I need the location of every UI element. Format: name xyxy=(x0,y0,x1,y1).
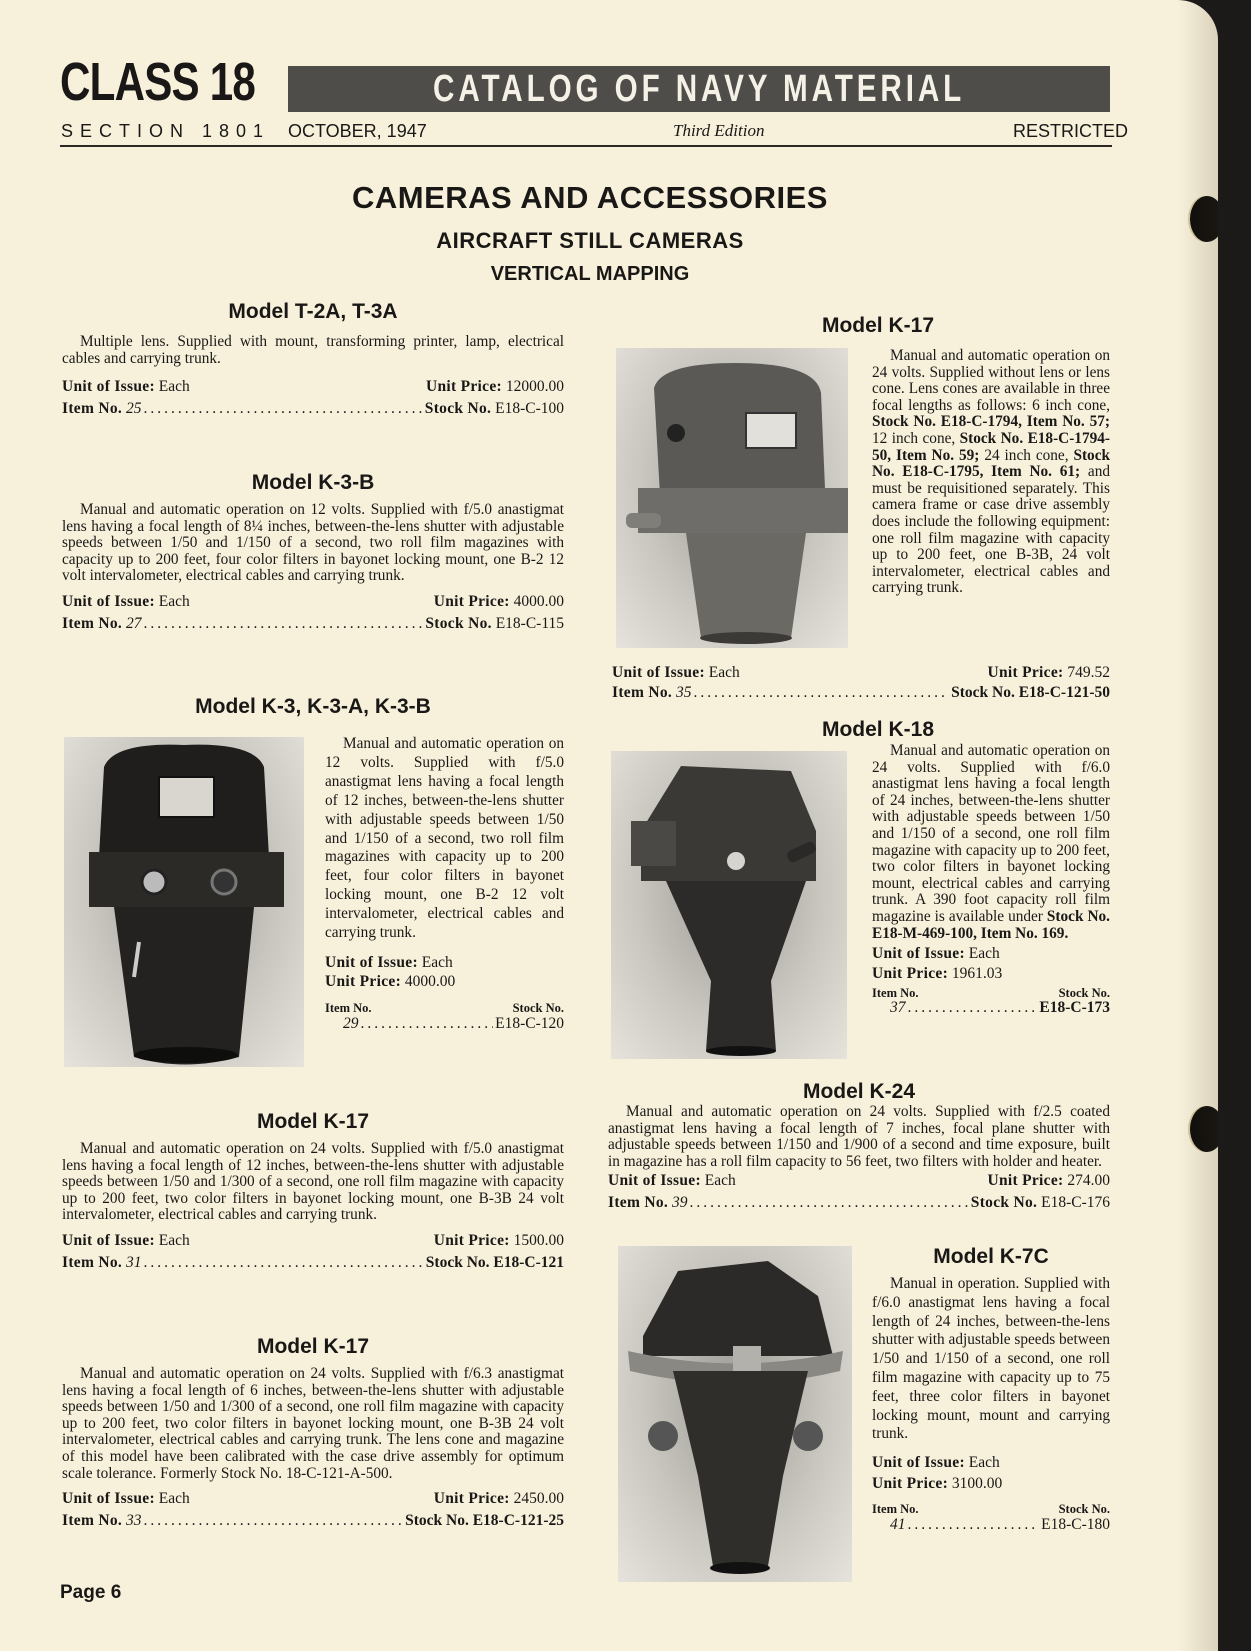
camera-k17-photo xyxy=(616,348,848,648)
catalog-banner xyxy=(288,66,1110,112)
unit-of-issue: Each xyxy=(708,664,740,681)
model-description: Manual and automatic operation on 24 volts. Supplied with f/5.0 anastigmat lens having a focal length of 12 inches, between-the-lens shutter with adjustable speeds between 1/50 and 1/300 of a second, one roll film magazine with capacity up to 200 feet, two color filters in bayonet locking mount, one B-3B 24 volt intervalometer, electrical cables and carrying trunk. xyxy=(62,1140,564,1224)
issue-price-row: Unit of Issue: Each Unit Price: 749.52 xyxy=(612,664,1110,681)
item-number: 27 xyxy=(125,614,142,632)
stock-number: E18-C-173 xyxy=(1039,999,1110,1017)
catalog-entry xyxy=(62,300,564,420)
leader-dots xyxy=(143,613,423,635)
model-title: Model K-3-B xyxy=(251,471,375,494)
binder-hole xyxy=(1190,196,1218,242)
item-stock-row: Item No. 25 ..... Stock No. E18-C-100 xyxy=(62,398,564,420)
catalog-entry xyxy=(608,1080,1110,1214)
item-stock-row: Item No. 31 ..... Stock No. E18-C-121 xyxy=(62,1252,564,1274)
unit-of-issue: Each xyxy=(968,945,1000,963)
leader-dots xyxy=(143,1510,403,1532)
binder-hole xyxy=(1190,1106,1218,1152)
leader-dots xyxy=(689,1192,968,1214)
unit-price: 2450.00 xyxy=(513,1490,564,1508)
unit-price: 749.52 xyxy=(1067,664,1110,681)
camera-k7c-photo xyxy=(618,1246,852,1582)
unit-of-issue: Each xyxy=(704,1172,736,1190)
unit-price: 4000.00 xyxy=(404,972,456,990)
item-number: 29 xyxy=(343,1014,359,1032)
publication-date: OCTOBER, 1947 xyxy=(288,121,427,141)
model-title: Model K-18 xyxy=(821,718,934,741)
camera-k7c-illustration xyxy=(618,1246,852,1582)
camera-k3-illustration xyxy=(64,737,304,1067)
model-title: Model K-3, K-3-A, K-3-B xyxy=(195,695,431,718)
issue-price-block: Unit of Issue: Each Unit Price: 4000.00 xyxy=(325,953,456,990)
issue-price-row: Unit of Issue: Each Unit Price: 274.00 xyxy=(608,1172,1110,1190)
stock-number: E18-C-115 xyxy=(495,614,564,632)
issue-price-block: Unit of Issue: Each Unit Price: 1961.03 xyxy=(872,945,1003,983)
unit-of-issue: Each xyxy=(158,378,190,396)
item-stock-row xyxy=(872,1000,1110,1016)
model-description: Manual and automatic operation on 24 volts. Supplied without lens or lens cone. Lens cones are available in three focal lengths as follows: 6 inch cone, Stock No. E18-C-1794, Item No. 57; 12 inch cone, Stock No. E18-C-1794-50, Item No. 59; 24 inch cone, Stock No. E18-C-1795, Item No. 61; and must be requisitioned separately. This camera frame or case drive assembly does include the following equipment: one roll film magazine with capacity up to 200 feet, one B-3B, 24 volt intervalometer, electrical cables and carrying trunk. xyxy=(872,347,1110,597)
model-description: Manual and automatic operation on 12 volts. Supplied with f/5.0 anastigmat lens having a focal length of 8¼ inches, between-the-lens shutter with adjustable speeds between 1/50 and 1/150 of a second, two roll film magazines with capacity up to 200 feet, four color filters in bayonet locking mount, one B-2 12 volt intervalometer, electrical cables and carrying trunk. xyxy=(62,501,564,585)
unit-of-issue: Each xyxy=(158,592,190,610)
stock-number: E18-C-176 xyxy=(1041,1194,1110,1212)
unit-price: 4000.00 xyxy=(513,592,564,610)
catalog-entry xyxy=(325,735,564,1033)
model-title: Model K-7C xyxy=(933,1245,1049,1268)
model-description: Manual and automatic operation on 12 volts. Supplied with f/5.0 anastigmat lens having a focal length of 12 inches, between-the-lens shutter with adjustable speeds between 1/50 and 1/150 of a second, two roll film magazines with capacity up to 200 feet, four color filters in bayonet locking mount, one B-2 12 volt intervalometer, electrical cables and carrying trunk. xyxy=(325,735,564,942)
item-stock-row xyxy=(325,1015,564,1033)
banner-title: CATALOG OF NAVY MATERIAL xyxy=(432,67,966,110)
item-number: 31 xyxy=(125,1253,142,1271)
unit-of-issue: Each xyxy=(968,1454,1000,1472)
item-stock-row: Item No. 27 ..... Stock No. E18-C-115 xyxy=(62,613,564,635)
model-description: Manual and automatic operation on 24 volts. Supplied with f/6.3 anastigmat lens having a focal length of 6 inches, between-the-lens shutter with adjustable speeds between 1/50 and 1/300 of a second, one roll film magazine with capacity up to 200 feet, two color filters in bayonet locking mount, one B-3B 24 volt intervalometer, electrical cables and carrying trunk. The lens cone and magazine of this model have been calibrated with the case drive assembly for optimum scale tolerance. Formerly Stock No. 18-C-121-A-500. xyxy=(62,1365,564,1482)
stock-number: E18-C-121-25 xyxy=(472,1512,564,1530)
category-heading: AIRCRAFT STILL CAMERAS xyxy=(436,228,744,253)
stock-number: E18-C-120 xyxy=(495,1014,564,1032)
item-stock-header: Item No. Stock No. xyxy=(872,1502,1110,1517)
model-title: Model K-24 xyxy=(802,1080,915,1103)
unit-of-issue: Each xyxy=(421,953,453,971)
item-number: 37 xyxy=(890,999,906,1017)
catalog-entry xyxy=(872,1245,1110,1534)
item-stock-header: Item No. Stock No. xyxy=(325,1000,564,1015)
catalog-entry xyxy=(872,348,1110,597)
item-number: 25 xyxy=(125,400,142,418)
class-title: CLASS 18 xyxy=(60,52,256,112)
issue-price-row: Unit of Issue: Each Unit Price: 2450.00 xyxy=(62,1490,564,1508)
model-description: Multiple lens. Supplied with mount, transforming printer, lamp, electrical cables and carrying trunk. xyxy=(62,333,564,367)
subcategory-heading: VERTICAL MAPPING xyxy=(490,263,690,285)
camera-k3-photo xyxy=(64,737,304,1067)
leader-dots xyxy=(361,1015,494,1033)
stock-number: E18-C-100 xyxy=(495,400,564,418)
item-number: 41 xyxy=(890,1516,906,1534)
stock-number: E18-C-180 xyxy=(1041,1516,1110,1534)
model-description: Manual in operation. Supplied with f/6.0 anastigmat lens having a focal length of 24 inches, between-the-lens shutter with adjustable speeds between 1/50 and 1/150 of a second, one roll film magazine with capacity up to 75 feet, three color filters in bayonet locking mount, mount and carrying trunk. xyxy=(872,1275,1110,1443)
issue-price-block: Unit of Issue: Each Unit Price: 3100.00 xyxy=(872,1454,1003,1493)
edition: Third Edition xyxy=(673,121,765,140)
camera-k17-illustration xyxy=(616,348,848,648)
item-stock-header: Item No. Stock No. xyxy=(872,986,1110,1001)
unit-price: 1500.00 xyxy=(513,1231,564,1249)
leader-dots xyxy=(143,1252,423,1274)
issue-price-row: Unit of Issue: Each Unit Price: 1500.00 xyxy=(62,1231,564,1249)
item-stock-row: Item No. 33 ..... Stock No. E18-C-121-25 xyxy=(62,1510,564,1532)
unit-price: 12000.00 xyxy=(505,378,564,396)
catalog-entry xyxy=(62,1335,564,1532)
item-number: 35 xyxy=(675,684,692,701)
camera-k18-photo xyxy=(611,751,847,1059)
stock-number: E18-C-121-50 xyxy=(1018,684,1110,701)
model-title: Model T-2A, T-3A xyxy=(228,300,398,323)
model-description: Manual and automatic operation on 24 volts. Supplied with f/2.5 coated anastigmat lens having a focal length of 7 inches, focal plane shutter with adjustable speeds between 1/150 and 1/900 of a second and time exposure, built in magazine has a roll film capacity to 56 feet, two filters with holder and heater. xyxy=(608,1103,1110,1170)
catalog-entry xyxy=(62,1110,564,1274)
item-number: 33 xyxy=(125,1512,142,1530)
model-title: Model K-17 xyxy=(821,314,934,337)
camera-k18-illustration xyxy=(611,751,847,1059)
leader-dots xyxy=(908,1516,1040,1534)
unit-of-issue: Each xyxy=(158,1490,190,1508)
header-rule xyxy=(60,145,1112,147)
model-description: Manual and automatic operation on 24 volts. Supplied with f/6.0 anastigmat lens having a focal length of 24 inches, between-the-lens shutter with adjustable speeds between 1/50 and 1/150 of a second, one roll film magazine with capacity up to 200 feet, two color filters in bayonet locking mount, electrical cables and carrying trunk. A 390 foot capacity roll film magazine is available under Stock No. E18-M-469-100, Item No. 169. xyxy=(872,742,1111,942)
page-title: CAMERAS AND ACCESSORIES xyxy=(352,180,828,215)
unit-price: 274.00 xyxy=(1067,1172,1110,1190)
catalog-entry-meta xyxy=(612,663,1110,703)
issue-price-row: Unit of Issue: Each Unit Price: 12000.00 xyxy=(62,378,564,396)
leader-dots xyxy=(908,1000,1038,1016)
stock-number: E18-C-121 xyxy=(493,1253,564,1271)
unit-price: 3100.00 xyxy=(951,1475,1003,1493)
leader-dots xyxy=(693,683,949,703)
item-stock-row: Item No. 35 ..... Stock No. E18-C-121-50 xyxy=(612,683,1110,703)
model-title: Model K-17 xyxy=(256,1335,369,1358)
issue-price-row: Unit of Issue: Each Unit Price: 4000.00 xyxy=(62,592,564,610)
item-stock-row: Item No. 39 ..... Stock No. E18-C-176 xyxy=(608,1192,1110,1214)
unit-of-issue: Each xyxy=(158,1231,190,1249)
unit-price: 1961.03 xyxy=(951,965,1003,983)
model-title: Model K-17 xyxy=(256,1110,369,1133)
section-number: SECTION 1801 xyxy=(61,121,271,141)
classification-label: RESTRICTED xyxy=(1013,121,1129,141)
item-stock-row xyxy=(872,1516,1110,1534)
catalog-entry xyxy=(62,471,564,635)
leader-dots xyxy=(143,398,422,420)
item-number: 39 xyxy=(671,1194,688,1212)
page-number: Page 6 xyxy=(60,1582,122,1603)
catalog-entry xyxy=(872,743,1110,1016)
